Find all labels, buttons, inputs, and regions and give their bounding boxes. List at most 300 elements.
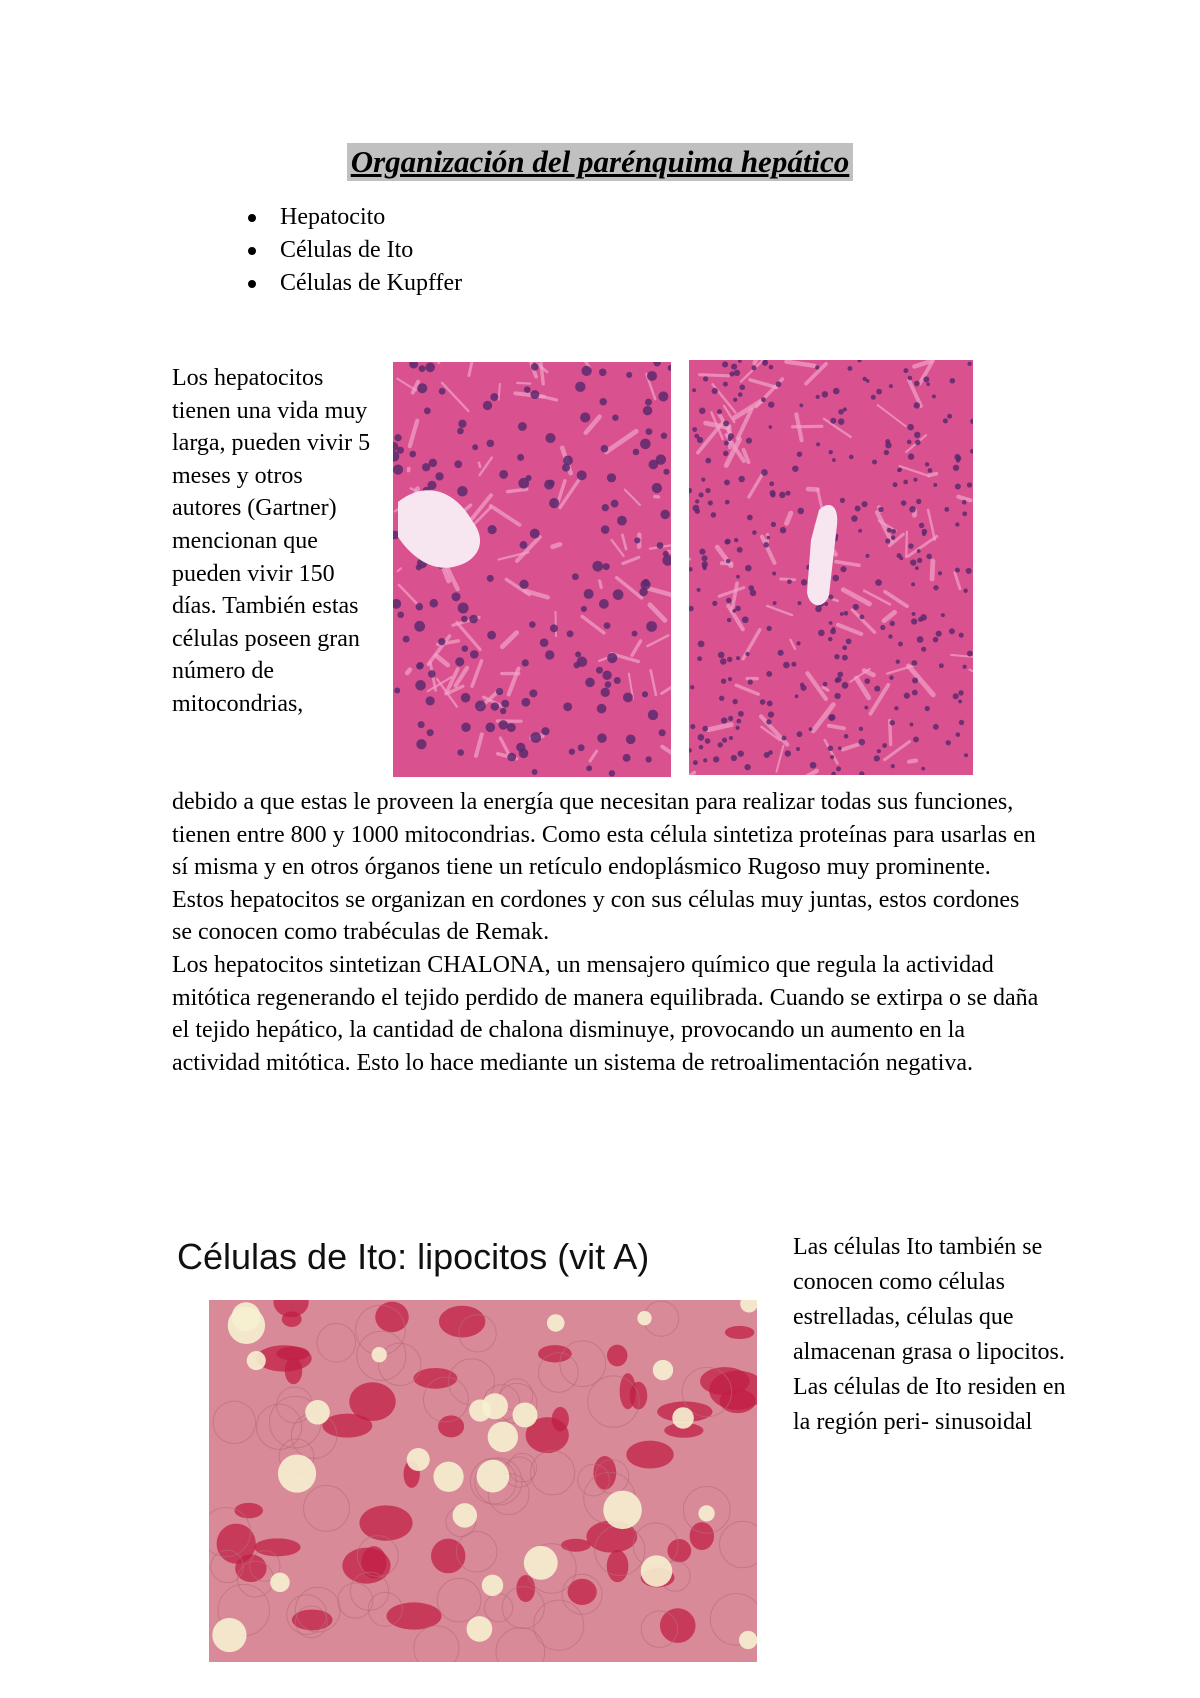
cell-nucleus bbox=[597, 704, 607, 714]
lipid-droplet bbox=[453, 1503, 477, 1527]
cell-nucleus bbox=[697, 656, 702, 661]
cell-nucleus bbox=[908, 543, 913, 548]
cell-nucleus bbox=[769, 425, 773, 429]
cell-nucleus bbox=[736, 719, 741, 724]
cell-nucleus bbox=[529, 621, 536, 628]
cell-nucleus bbox=[836, 766, 841, 771]
lipid-droplet bbox=[547, 1314, 565, 1332]
cell-nucleus bbox=[872, 460, 877, 465]
red-stain-patch bbox=[359, 1505, 412, 1540]
cell-nucleus bbox=[885, 442, 891, 448]
cell-nucleus bbox=[742, 616, 749, 623]
cell-nucleus bbox=[766, 671, 772, 677]
sinusoid-mark bbox=[906, 532, 907, 557]
cell-nucleus bbox=[701, 478, 705, 482]
cell-nucleus bbox=[545, 433, 555, 443]
cell-type-list bbox=[248, 201, 462, 300]
cell-nucleus bbox=[832, 458, 836, 462]
ito-cell-micrograph-svg bbox=[209, 1300, 757, 1662]
cell-nucleus bbox=[907, 440, 912, 445]
cell-nucleus bbox=[967, 362, 971, 366]
cell-nucleus bbox=[904, 693, 910, 699]
cell-nucleus bbox=[746, 438, 752, 444]
cell-nucleus bbox=[750, 590, 756, 596]
lipid-droplet bbox=[482, 1575, 503, 1596]
cell-nucleus bbox=[963, 665, 967, 669]
lipid-droplet bbox=[305, 1400, 330, 1425]
cell-nucleus bbox=[800, 685, 806, 691]
cell-nucleus bbox=[602, 504, 609, 511]
cell-nucleus bbox=[901, 500, 907, 506]
cell-nucleus bbox=[734, 538, 738, 542]
cell-nucleus bbox=[866, 554, 870, 558]
cell-nucleus bbox=[764, 752, 770, 758]
cell-nucleus bbox=[425, 362, 435, 372]
cell-nucleus bbox=[893, 482, 898, 487]
cell-nucleus bbox=[760, 699, 766, 705]
cell-nucleus bbox=[828, 450, 832, 454]
list-item-label: Hepatocito bbox=[280, 204, 386, 230]
cell-nucleus bbox=[457, 428, 464, 435]
cell-nucleus bbox=[912, 690, 918, 696]
red-stain-patch bbox=[282, 1312, 302, 1327]
cell-nucleus bbox=[438, 638, 445, 645]
cell-nucleus bbox=[461, 616, 468, 623]
cell-nucleus bbox=[891, 529, 896, 534]
cell-nucleus bbox=[912, 612, 916, 616]
cell-nucleus bbox=[828, 637, 832, 641]
cell-nucleus bbox=[915, 566, 919, 570]
cell-nucleus bbox=[585, 678, 595, 688]
lipid-droplet bbox=[228, 1307, 265, 1344]
cell-nucleus bbox=[912, 677, 918, 683]
sinusoid-mark bbox=[508, 489, 527, 491]
hepatocyte-body-text bbox=[172, 786, 1042, 1079]
cell-nucleus bbox=[834, 654, 839, 659]
cell-nucleus bbox=[842, 645, 847, 650]
cell-nucleus bbox=[416, 603, 424, 611]
cell-nucleus bbox=[488, 525, 497, 534]
cell-nucleus bbox=[729, 371, 734, 376]
cell-nucleus bbox=[419, 365, 426, 372]
cell-nucleus bbox=[725, 539, 731, 545]
cell-nucleus bbox=[778, 650, 784, 656]
cell-nucleus bbox=[932, 394, 936, 398]
cell-nucleus bbox=[642, 691, 648, 697]
cell-nucleus bbox=[403, 636, 410, 643]
cell-nucleus bbox=[507, 723, 516, 732]
cell-nucleus bbox=[936, 631, 942, 637]
cell-nucleus bbox=[787, 579, 792, 584]
cell-nucleus bbox=[496, 688, 503, 695]
cell-nucleus bbox=[823, 682, 828, 687]
cell-nucleus bbox=[842, 682, 849, 689]
cell-nucleus bbox=[722, 738, 727, 743]
cell-nucleus bbox=[569, 749, 575, 755]
cell-nucleus bbox=[530, 529, 540, 539]
cell-nucleus bbox=[649, 460, 659, 470]
paragraph: debido a que estas le proveen la energía que necesitan para realizar todas sus funciones, tienen entre 800 y 1000 mitocondrias. Como esta célula sintetiza proteínas para usarlas en sí misma y en otros órganos tiene un retículo endoplásmico Rugoso muy prominente. Estos hepatocitos se organizan en cordones y con sus células muy juntas, estos cordones se conocen como trabéculas de Remak. bbox=[172, 789, 1036, 946]
list-item-label: Células de Ito bbox=[280, 237, 414, 263]
cell-nucleus bbox=[529, 689, 537, 697]
cell-nucleus bbox=[801, 579, 807, 585]
lipid-droplet bbox=[512, 1402, 537, 1427]
cell-nucleus bbox=[454, 460, 462, 468]
cell-nucleus bbox=[913, 478, 917, 482]
cell-nucleus bbox=[947, 414, 952, 419]
cell-nucleus bbox=[693, 760, 698, 765]
cell-nucleus bbox=[829, 621, 833, 625]
cell-nucleus bbox=[699, 549, 705, 555]
cell-nucleus bbox=[487, 575, 494, 582]
cell-nucleus bbox=[830, 755, 834, 759]
cell-nucleus bbox=[599, 599, 609, 609]
cell-nucleus bbox=[723, 451, 729, 457]
cell-nucleus bbox=[732, 699, 737, 704]
cell-nucleus bbox=[891, 764, 895, 768]
cell-nucleus bbox=[956, 732, 961, 737]
cell-nucleus bbox=[738, 392, 743, 397]
ito-cell-micrograph bbox=[209, 1300, 757, 1662]
cell-nucleus bbox=[705, 738, 711, 744]
red-stain-patch bbox=[607, 1550, 629, 1582]
cell-nucleus bbox=[896, 659, 900, 663]
cell-nucleus bbox=[724, 441, 729, 446]
cell-nucleus bbox=[643, 406, 652, 415]
cell-nucleus bbox=[907, 424, 914, 431]
cell-nucleus bbox=[763, 542, 769, 548]
cell-nucleus bbox=[428, 670, 436, 678]
cell-nucleus bbox=[824, 602, 828, 606]
cell-nucleus bbox=[640, 580, 650, 590]
cell-nucleus bbox=[834, 693, 840, 699]
cell-nucleus bbox=[694, 434, 699, 439]
cell-nucleus bbox=[645, 756, 651, 762]
cell-nucleus bbox=[698, 734, 705, 741]
hepatocyte-micrograph-svg bbox=[393, 362, 671, 777]
cell-nucleus bbox=[911, 660, 917, 666]
cell-nucleus bbox=[903, 368, 908, 373]
title-container bbox=[0, 143, 1200, 181]
cell-nucleus bbox=[731, 755, 737, 761]
cell-nucleus bbox=[923, 376, 929, 382]
bullet-icon bbox=[248, 247, 256, 255]
sinusoid-mark bbox=[781, 579, 795, 580]
cell-nucleus bbox=[899, 556, 903, 560]
sinusoid-mark bbox=[909, 761, 916, 762]
cell-nucleus bbox=[830, 628, 836, 634]
cell-nucleus bbox=[795, 694, 799, 698]
cell-nucleus bbox=[581, 366, 591, 376]
cell-nucleus bbox=[722, 361, 728, 367]
cell-nucleus bbox=[933, 585, 938, 590]
cell-nucleus bbox=[926, 554, 932, 560]
cell-nucleus bbox=[909, 506, 916, 513]
cell-nucleus bbox=[844, 611, 849, 616]
cell-nucleus bbox=[933, 724, 939, 730]
cell-nucleus bbox=[469, 615, 478, 624]
cell-nucleus bbox=[851, 515, 857, 521]
cell-nucleus bbox=[838, 418, 845, 425]
cell-nucleus bbox=[507, 753, 516, 762]
cell-nucleus bbox=[766, 719, 771, 724]
cell-nucleus bbox=[745, 652, 749, 656]
cell-nucleus bbox=[652, 483, 662, 493]
red-stain-patch bbox=[607, 1345, 627, 1367]
cell-nucleus bbox=[699, 492, 704, 497]
sinusoid-mark bbox=[929, 474, 936, 476]
cell-nucleus bbox=[949, 628, 955, 634]
cell-nucleus bbox=[563, 455, 573, 465]
cell-nucleus bbox=[712, 601, 717, 606]
cell-nucleus bbox=[863, 377, 867, 381]
cell-nucleus bbox=[572, 573, 579, 580]
cell-nucleus bbox=[770, 492, 775, 497]
cell-nucleus bbox=[397, 447, 404, 454]
cell-nucleus bbox=[815, 365, 819, 369]
cell-nucleus bbox=[847, 366, 852, 371]
cell-nucleus bbox=[617, 516, 627, 526]
cell-nucleus bbox=[733, 398, 737, 402]
cell-nucleus bbox=[903, 480, 908, 485]
cell-nucleus bbox=[761, 469, 768, 476]
cell-nucleus bbox=[518, 422, 527, 431]
cell-nucleus bbox=[829, 714, 836, 721]
cell-nucleus bbox=[864, 678, 870, 684]
cell-nucleus bbox=[849, 455, 854, 460]
cell-nucleus bbox=[864, 706, 868, 710]
cell-nucleus bbox=[718, 742, 723, 747]
cell-nucleus bbox=[614, 677, 621, 684]
cell-nucleus bbox=[414, 621, 425, 632]
cell-nucleus bbox=[697, 588, 701, 592]
cell-nucleus bbox=[603, 563, 610, 570]
cell-nucleus bbox=[752, 530, 757, 535]
red-stain-patch bbox=[431, 1539, 465, 1574]
cell-nucleus bbox=[663, 469, 669, 475]
cell-nucleus bbox=[690, 724, 695, 729]
cell-nucleus bbox=[887, 528, 892, 533]
sinusoid-mark bbox=[553, 544, 560, 546]
cell-nucleus bbox=[958, 690, 963, 695]
sinusoid-mark bbox=[499, 384, 500, 400]
cell-nucleus bbox=[830, 418, 836, 424]
cell-nucleus bbox=[458, 603, 469, 614]
cell-nucleus bbox=[766, 536, 770, 540]
cell-nucleus bbox=[540, 638, 549, 647]
red-stain-patch bbox=[285, 1357, 303, 1384]
cell-nucleus bbox=[911, 582, 915, 586]
cell-nucleus bbox=[623, 692, 633, 702]
cell-nucleus bbox=[721, 717, 727, 723]
cell-nucleus bbox=[601, 445, 609, 453]
cell-nucleus bbox=[575, 382, 585, 392]
cell-nucleus bbox=[601, 688, 610, 697]
cell-nucleus bbox=[729, 736, 733, 740]
cell-nucleus bbox=[695, 499, 699, 503]
cell-nucleus bbox=[818, 630, 825, 637]
cell-nucleus bbox=[658, 391, 668, 401]
cell-nucleus bbox=[783, 662, 790, 669]
cell-nucleus bbox=[921, 647, 926, 652]
red-stain-patch bbox=[725, 1326, 754, 1339]
cell-nucleus bbox=[828, 595, 833, 600]
cell-nucleus bbox=[417, 662, 424, 669]
lipid-droplet bbox=[524, 1546, 558, 1580]
cell-nucleus bbox=[816, 395, 820, 399]
stain-background bbox=[393, 362, 671, 777]
cell-nucleus bbox=[472, 444, 478, 450]
cell-nucleus bbox=[917, 636, 924, 643]
cell-nucleus bbox=[922, 532, 926, 536]
cell-nucleus bbox=[792, 465, 799, 472]
cell-nucleus bbox=[599, 368, 607, 376]
cell-nucleus bbox=[797, 731, 803, 737]
cell-nucleus bbox=[462, 645, 468, 651]
cell-nucleus bbox=[499, 470, 508, 479]
cell-nucleus bbox=[780, 527, 786, 533]
cell-nucleus bbox=[943, 418, 948, 423]
cell-nucleus bbox=[661, 432, 668, 439]
cell-nucleus bbox=[738, 476, 744, 482]
cell-nucleus bbox=[771, 522, 776, 527]
cell-nucleus bbox=[712, 388, 718, 394]
cell-nucleus bbox=[545, 650, 554, 659]
cell-nucleus bbox=[861, 501, 867, 507]
cell-nucleus bbox=[858, 529, 862, 533]
red-stain-patch bbox=[720, 1389, 756, 1413]
cell-nucleus bbox=[718, 652, 725, 659]
cell-nucleus bbox=[705, 488, 710, 493]
cell-nucleus bbox=[491, 702, 499, 710]
cell-nucleus bbox=[549, 498, 559, 508]
hepatocyte-micrograph-low-mag bbox=[689, 360, 973, 775]
cell-nucleus bbox=[550, 624, 558, 632]
cell-nucleus bbox=[728, 716, 733, 721]
cell-nucleus bbox=[581, 606, 587, 612]
cell-nucleus bbox=[773, 601, 777, 605]
cell-nucleus bbox=[950, 378, 956, 384]
lipid-droplet bbox=[603, 1491, 642, 1530]
lipid-droplet bbox=[270, 1573, 289, 1592]
cell-nucleus bbox=[890, 621, 895, 626]
cell-nucleus bbox=[626, 372, 632, 378]
cell-nucleus bbox=[748, 679, 753, 684]
cell-nucleus bbox=[838, 672, 844, 678]
cell-nucleus bbox=[941, 613, 945, 617]
lipid-droplet bbox=[278, 1454, 316, 1492]
cell-nucleus bbox=[797, 601, 801, 605]
lipid-droplet bbox=[433, 1462, 463, 1492]
cell-nucleus bbox=[734, 370, 740, 376]
cell-nucleus bbox=[487, 440, 495, 448]
cell-nucleus bbox=[623, 754, 631, 762]
cell-nucleus bbox=[457, 749, 464, 756]
cell-nucleus bbox=[768, 401, 774, 407]
cell-nucleus bbox=[916, 499, 921, 504]
cell-nucleus bbox=[690, 685, 694, 689]
red-stain-patch bbox=[438, 1415, 464, 1437]
cell-nucleus bbox=[885, 538, 890, 543]
red-stain-patch bbox=[667, 1539, 691, 1562]
lipid-droplet bbox=[653, 1360, 673, 1380]
cell-nucleus bbox=[875, 579, 882, 586]
cell-nucleus bbox=[860, 615, 865, 620]
cell-nucleus bbox=[782, 736, 787, 741]
cell-nucleus bbox=[490, 393, 498, 401]
lipid-droplet bbox=[641, 1555, 673, 1587]
cell-nucleus bbox=[394, 434, 401, 441]
cell-nucleus bbox=[427, 729, 434, 736]
cell-nucleus bbox=[913, 737, 919, 743]
cell-nucleus bbox=[633, 449, 640, 456]
sinusoid-mark bbox=[932, 561, 933, 579]
cell-nucleus bbox=[897, 468, 901, 472]
cell-nucleus bbox=[640, 439, 651, 450]
cell-nucleus bbox=[580, 412, 590, 422]
cell-nucleus bbox=[727, 618, 731, 622]
cell-nucleus bbox=[736, 726, 740, 730]
cell-nucleus bbox=[925, 706, 930, 711]
cell-nucleus bbox=[532, 769, 538, 775]
cell-nucleus bbox=[898, 642, 903, 647]
cell-nucleus bbox=[842, 655, 848, 661]
bullet-icon bbox=[248, 280, 256, 288]
cell-nucleus bbox=[660, 510, 670, 520]
cell-nucleus bbox=[752, 365, 757, 370]
cell-nucleus bbox=[736, 575, 740, 579]
cell-nucleus bbox=[956, 458, 960, 462]
cell-nucleus bbox=[967, 482, 972, 487]
cell-nucleus bbox=[429, 599, 438, 608]
cell-nucleus bbox=[645, 399, 652, 406]
cell-nucleus bbox=[584, 589, 594, 599]
cell-nucleus bbox=[928, 468, 933, 473]
red-stain-patch bbox=[626, 1441, 673, 1469]
cell-nucleus bbox=[953, 693, 959, 699]
cell-nucleus bbox=[592, 561, 603, 572]
cell-nucleus bbox=[646, 428, 653, 435]
cell-nucleus bbox=[646, 621, 657, 632]
cell-nucleus bbox=[519, 580, 528, 589]
cell-nucleus bbox=[720, 658, 726, 664]
cell-nucleus bbox=[809, 727, 813, 731]
cell-nucleus bbox=[964, 753, 968, 757]
hepatocyte-micrograph-svg bbox=[689, 360, 973, 775]
cell-nucleus bbox=[871, 395, 876, 400]
cell-nucleus bbox=[919, 523, 924, 528]
cell-nucleus bbox=[727, 657, 732, 662]
cell-nucleus bbox=[726, 559, 731, 564]
cell-nucleus bbox=[475, 700, 486, 711]
cell-nucleus bbox=[731, 364, 737, 370]
lipid-droplet bbox=[672, 1407, 694, 1429]
cell-nucleus bbox=[613, 589, 624, 600]
cell-nucleus bbox=[416, 739, 426, 749]
cell-nucleus bbox=[458, 420, 466, 428]
cell-nucleus bbox=[835, 678, 840, 683]
cell-nucleus bbox=[876, 389, 882, 395]
cell-nucleus bbox=[889, 384, 893, 388]
lipid-droplet bbox=[488, 1422, 518, 1452]
cell-nucleus bbox=[563, 702, 572, 711]
red-stain-patch bbox=[234, 1503, 263, 1518]
cell-nucleus bbox=[699, 745, 704, 750]
cell-nucleus bbox=[844, 734, 849, 739]
cell-nucleus bbox=[785, 750, 791, 756]
cell-nucleus bbox=[967, 651, 973, 657]
cell-nucleus bbox=[703, 566, 707, 570]
